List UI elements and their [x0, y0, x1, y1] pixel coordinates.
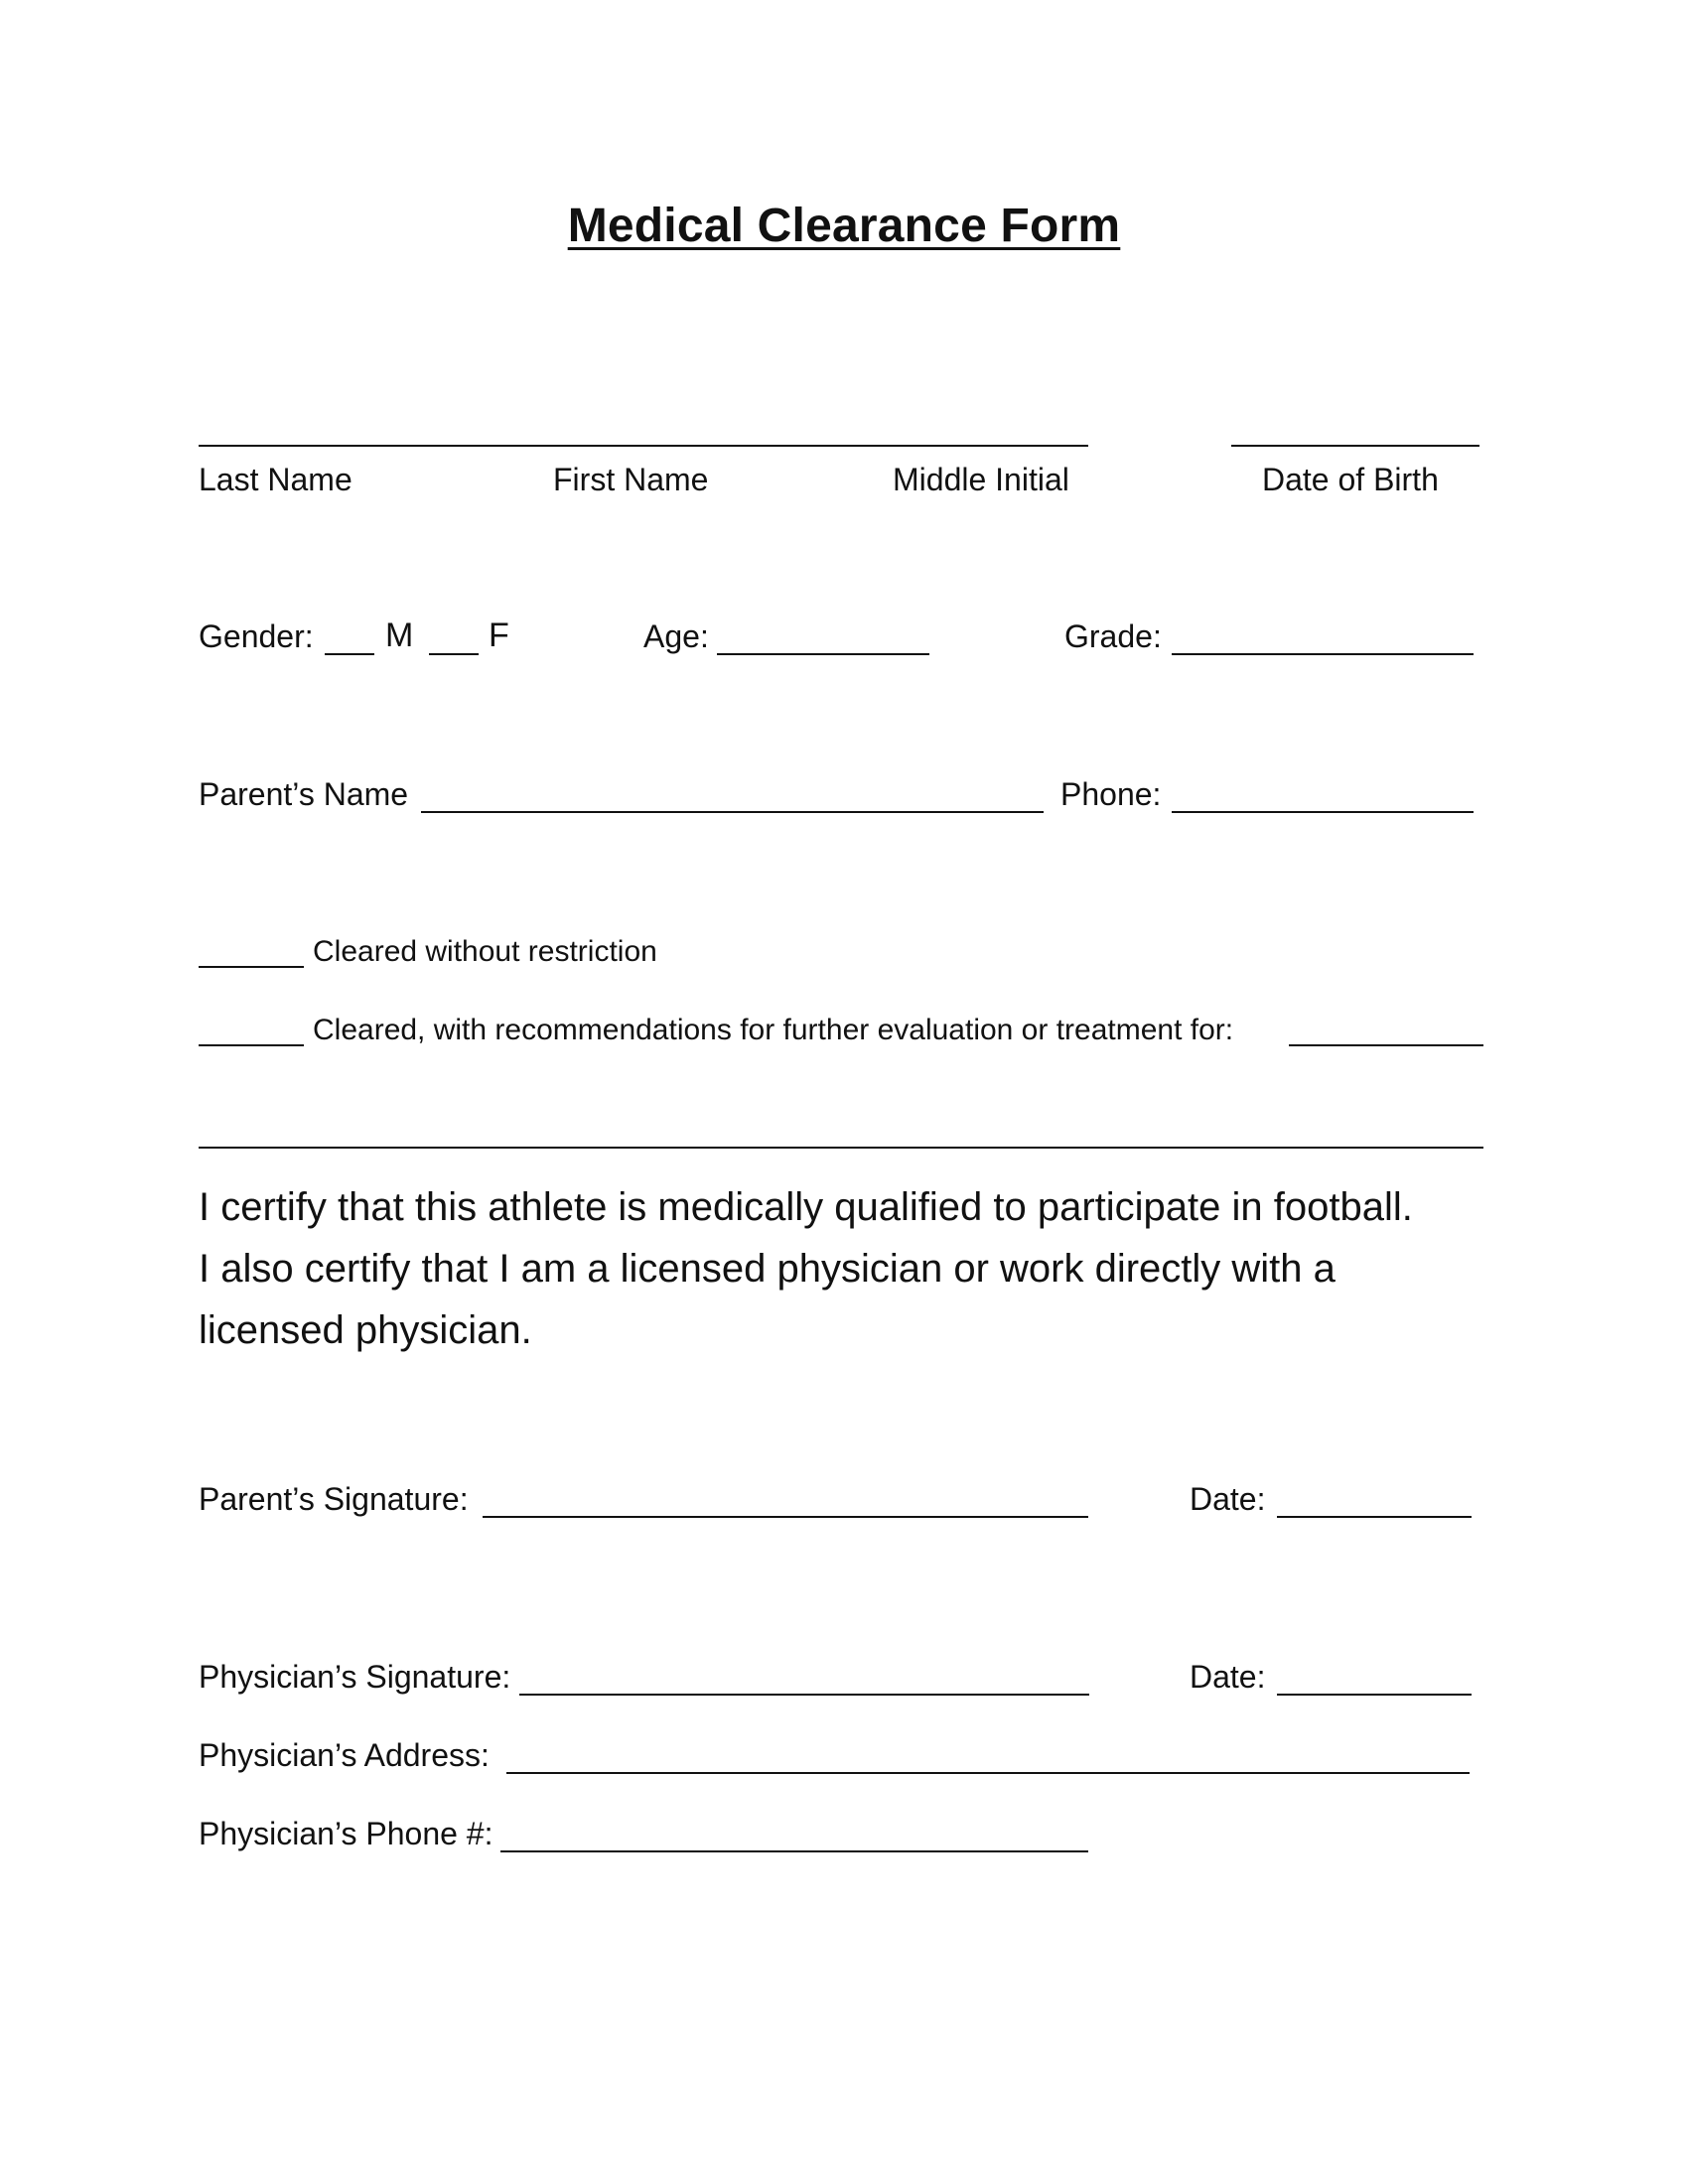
cleared-with-recommendations-checkline[interactable] [199, 1044, 304, 1046]
parent-name-label: Parent’s Name [199, 776, 409, 812]
gender-male-option: M [385, 616, 414, 654]
cleared-without-restriction-label: Cleared without restriction [313, 935, 657, 968]
gender-label: Gender: [199, 618, 314, 654]
certification-line-2: I also certify that I am a licensed physician or work directly with a [199, 1247, 1336, 1291]
physician-address-label: Physician’s Address: [199, 1737, 490, 1773]
parent-signature-field[interactable] [483, 1516, 1088, 1518]
grade-label: Grade: [1064, 618, 1162, 654]
parent-name-field[interactable] [421, 811, 1044, 813]
grade-field[interactable] [1172, 653, 1474, 655]
physician-signature-field[interactable] [519, 1694, 1089, 1696]
gender-male-field[interactable] [325, 653, 374, 655]
physician-signature-label: Physician’s Signature: [199, 1659, 511, 1695]
recommendations-continuation-field[interactable] [199, 1147, 1483, 1149]
physician-phone-label: Physician’s Phone #: [199, 1816, 493, 1851]
parent-signature-label: Parent’s Signature: [199, 1481, 469, 1517]
parent-date-label: Date: [1190, 1481, 1266, 1517]
phone-label: Phone: [1060, 776, 1162, 812]
age-label: Age: [643, 618, 709, 654]
certification-statement [199, 1176, 1489, 1361]
recommendations-field[interactable] [1289, 1044, 1483, 1046]
cleared-without-restriction-checkline[interactable] [199, 966, 304, 968]
page-title: Medical Clearance Form [567, 200, 1121, 252]
cleared-with-recommendations-label: Cleared, with recommendations for further evaluation or treatment for: [313, 1014, 1234, 1046]
middle-initial-label: Middle Initial [893, 462, 1069, 497]
gender-female-option: F [489, 616, 509, 654]
phone-field[interactable] [1172, 811, 1474, 813]
last-name-label: Last Name [199, 462, 352, 497]
certification-line-1: I certify that this athlete is medically qualified to participate in football. [199, 1185, 1413, 1229]
certification-line-3: licensed physician. [199, 1308, 532, 1352]
physician-date-field[interactable] [1277, 1694, 1472, 1696]
first-name-label: First Name [553, 462, 709, 497]
full-name-field[interactable] [199, 445, 1088, 447]
physician-phone-field[interactable] [500, 1850, 1088, 1852]
date-of-birth-field[interactable] [1231, 445, 1479, 447]
parent-date-field[interactable] [1277, 1516, 1472, 1518]
physician-date-label: Date: [1190, 1659, 1266, 1695]
gender-female-field[interactable] [429, 653, 479, 655]
physician-address-field[interactable] [506, 1772, 1470, 1774]
age-field[interactable] [717, 653, 929, 655]
date-of-birth-label: Date of Birth [1262, 462, 1439, 497]
